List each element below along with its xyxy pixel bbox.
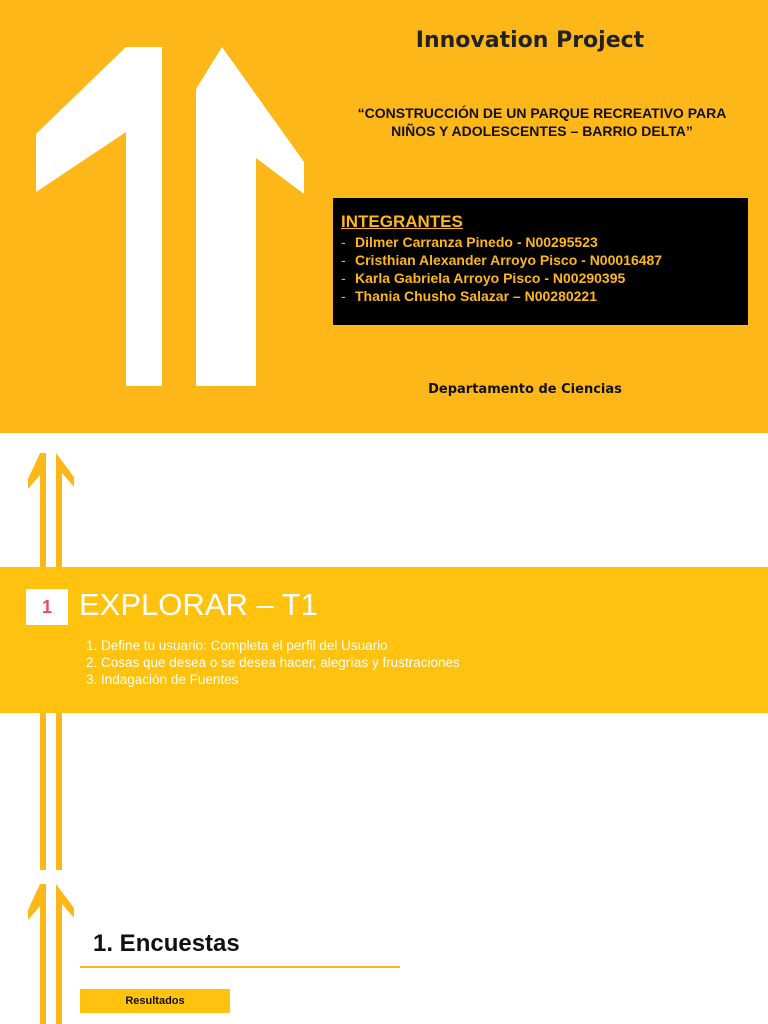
step-item: 2. Cosas que desea o se desea hacer, alegrías y frustraciones [86, 655, 460, 670]
double-arrow-logo-icon [26, 884, 76, 1024]
member-name: Thania Chusho Salazar – N00280221 [355, 288, 597, 304]
member-name: Cristhian Alexander Arroyo Pisco - N00016487 [355, 252, 663, 268]
step-item: 3. Indagación de Fuentes [86, 672, 239, 687]
step-item: 1. Define tu usuario: Completa el perfil del Usuario [86, 638, 388, 653]
encuestas-heading: 1. Encuestas [93, 930, 240, 957]
encuestas-slide [0, 870, 768, 1024]
member-item: - Karla Gabriela Arroyo Pisco - N00290395 [341, 270, 626, 286]
section-heading: EXPLORAR – T1 [79, 587, 318, 622]
results-label: Resultados [80, 989, 230, 1013]
heading-underline [80, 966, 400, 968]
cover-slide [0, 0, 768, 433]
member-item: - Thania Chusho Salazar – N00280221 [341, 288, 597, 304]
explorar-band [0, 567, 768, 713]
double-arrow-logo-icon [36, 44, 306, 389]
member-item: - Cristhian Alexander Arroyo Pisco - N00016487 [341, 252, 663, 268]
presentation-title: Innovation Project [415, 28, 645, 53]
section-number-badge: 1 [26, 589, 68, 625]
member-item: - Dilmer Carranza Pinedo - N00295523 [341, 234, 598, 250]
department-label: Departamento de Ciencias [428, 382, 622, 397]
member-name: Karla Gabriela Arroyo Pisco - N00290395 [355, 270, 626, 286]
project-title-line: NIÑOS Y ADOLESCENTES – BARRIO DELTA” [391, 123, 693, 139]
members-box [333, 198, 748, 325]
steps-list [86, 637, 460, 688]
project-title [332, 104, 752, 140]
member-name: Dilmer Carranza Pinedo - N00295523 [355, 234, 598, 250]
members-heading: INTEGRANTES [341, 212, 463, 231]
project-title-line: “CONSTRUCCIÓN DE UN PARQUE RECREATIVO PARA [357, 105, 727, 121]
explorar-slide [0, 433, 768, 870]
